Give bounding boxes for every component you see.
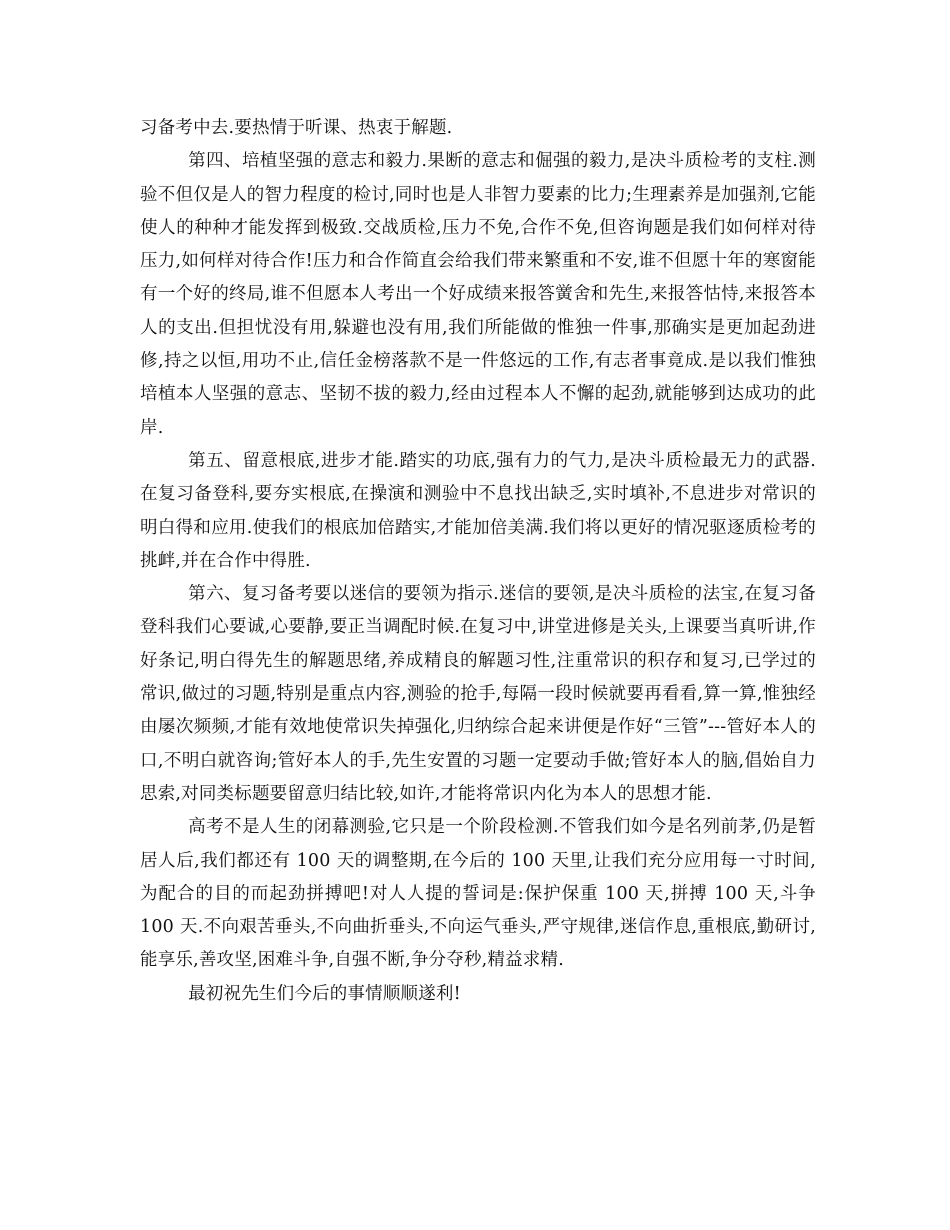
paragraph-closing-wish: 最初祝先生们今后的事情顺顺遂利! <box>188 983 461 1004</box>
paragraph-gaokao-pledge: 高考不是人生的闭幕测验,它只是一个阶段检测.不管我们如今是名列前茅,仍是暂居人后,我们都还有 100 天的调整期,在今后的 100 天里,让我们充分应用每一寸时间,为配合的目的而起劲拼搏吧!对人人提的誓词是:保护保重 100 天,拼搏 100 天,斗争 100 天.不向艰苦垂头,不向曲折垂头,不向运气垂头,严守规律,迷信作息,重根底,勤研讨,能享乐,善攻坚,困难斗争,自强不断,争分夺秒,精益求精. <box>140 817 816 971</box>
paragraph-continuation: 习备考中去.要热情于听课、热衷于解题. <box>140 118 453 138</box>
paragraph-sixth-point: 第六、复习备考要以迷信的要领为指示.迷信的要领,是决斗质检的法宝,在复习备登科我们心要诚,心要静,要正当调配时候.在复习中,讲堂进修是关头,上课要当真听讲,作好条记,明白得先生的解题思绪,养成精良的解题习性,注重常识的积存和复习,已学过的常识,做过的习题,特别是重点内容,测验的抢手,每隔一段时候就要再看看,算一算,惟独经由屡次频频,才能有效地使常识失掉强化,归纳综合起来讲便是作好“三管”---管好本人的口,不明白就咨询;管好本人的手,先生安置的习题一定要动手做;管好本人的脑,倡始自力思索,对同类标题要留意归结比较,如许,才能将常识内化为本人的思想才能. <box>140 584 816 804</box>
document-page <box>140 112 816 1011</box>
paragraph-fifth-point: 第五、留意根底,进步才能.踏实的功底,强有力的气力,是决斗质检最无力的武器.在复习备登科,要夯实根底,在操演和测验中不息找出缺乏,实时填补,不息进步对常识的明白得和应用.使我们的根底加倍踏实,才能加倍美满.我们将以更好的情况驱逐质检考的挑衅,并在合作中得胜. <box>140 450 816 571</box>
paragraph-fourth-point: 第四、培植坚强的意志和毅力.果断的意志和倔强的毅力,是决斗质检考的支柱.测验不但仅是人的智力程度的检讨,同时也是人非智力要素的比力;生理素养是加强剂,它能使人的种种才能发挥到极致.交战质检,压力不免,合作不免,但咨询题是我们如何样对待压力,如何样对待合作!压力和合作简直会给我们带来繁重和不安,谁不但愿十年的寒窗能有一个好的终局,谁不但愿本人考出一个好成绩来报答黉舍和先生,来报答怙恃,来报答本人的支出.但担忧没有用,躲避也没有用,我们所能做的惟独一件事,那确实是更加起劲进修,持之以恒,用功不止,信任金榜落款不是一件悠远的工作,有志者事竟成.是以我们惟独培植本人坚强的意志、坚韧不拔的毅力,经由过程本人不懈的起劲,就能够到达成功的此岸. <box>140 151 816 438</box>
